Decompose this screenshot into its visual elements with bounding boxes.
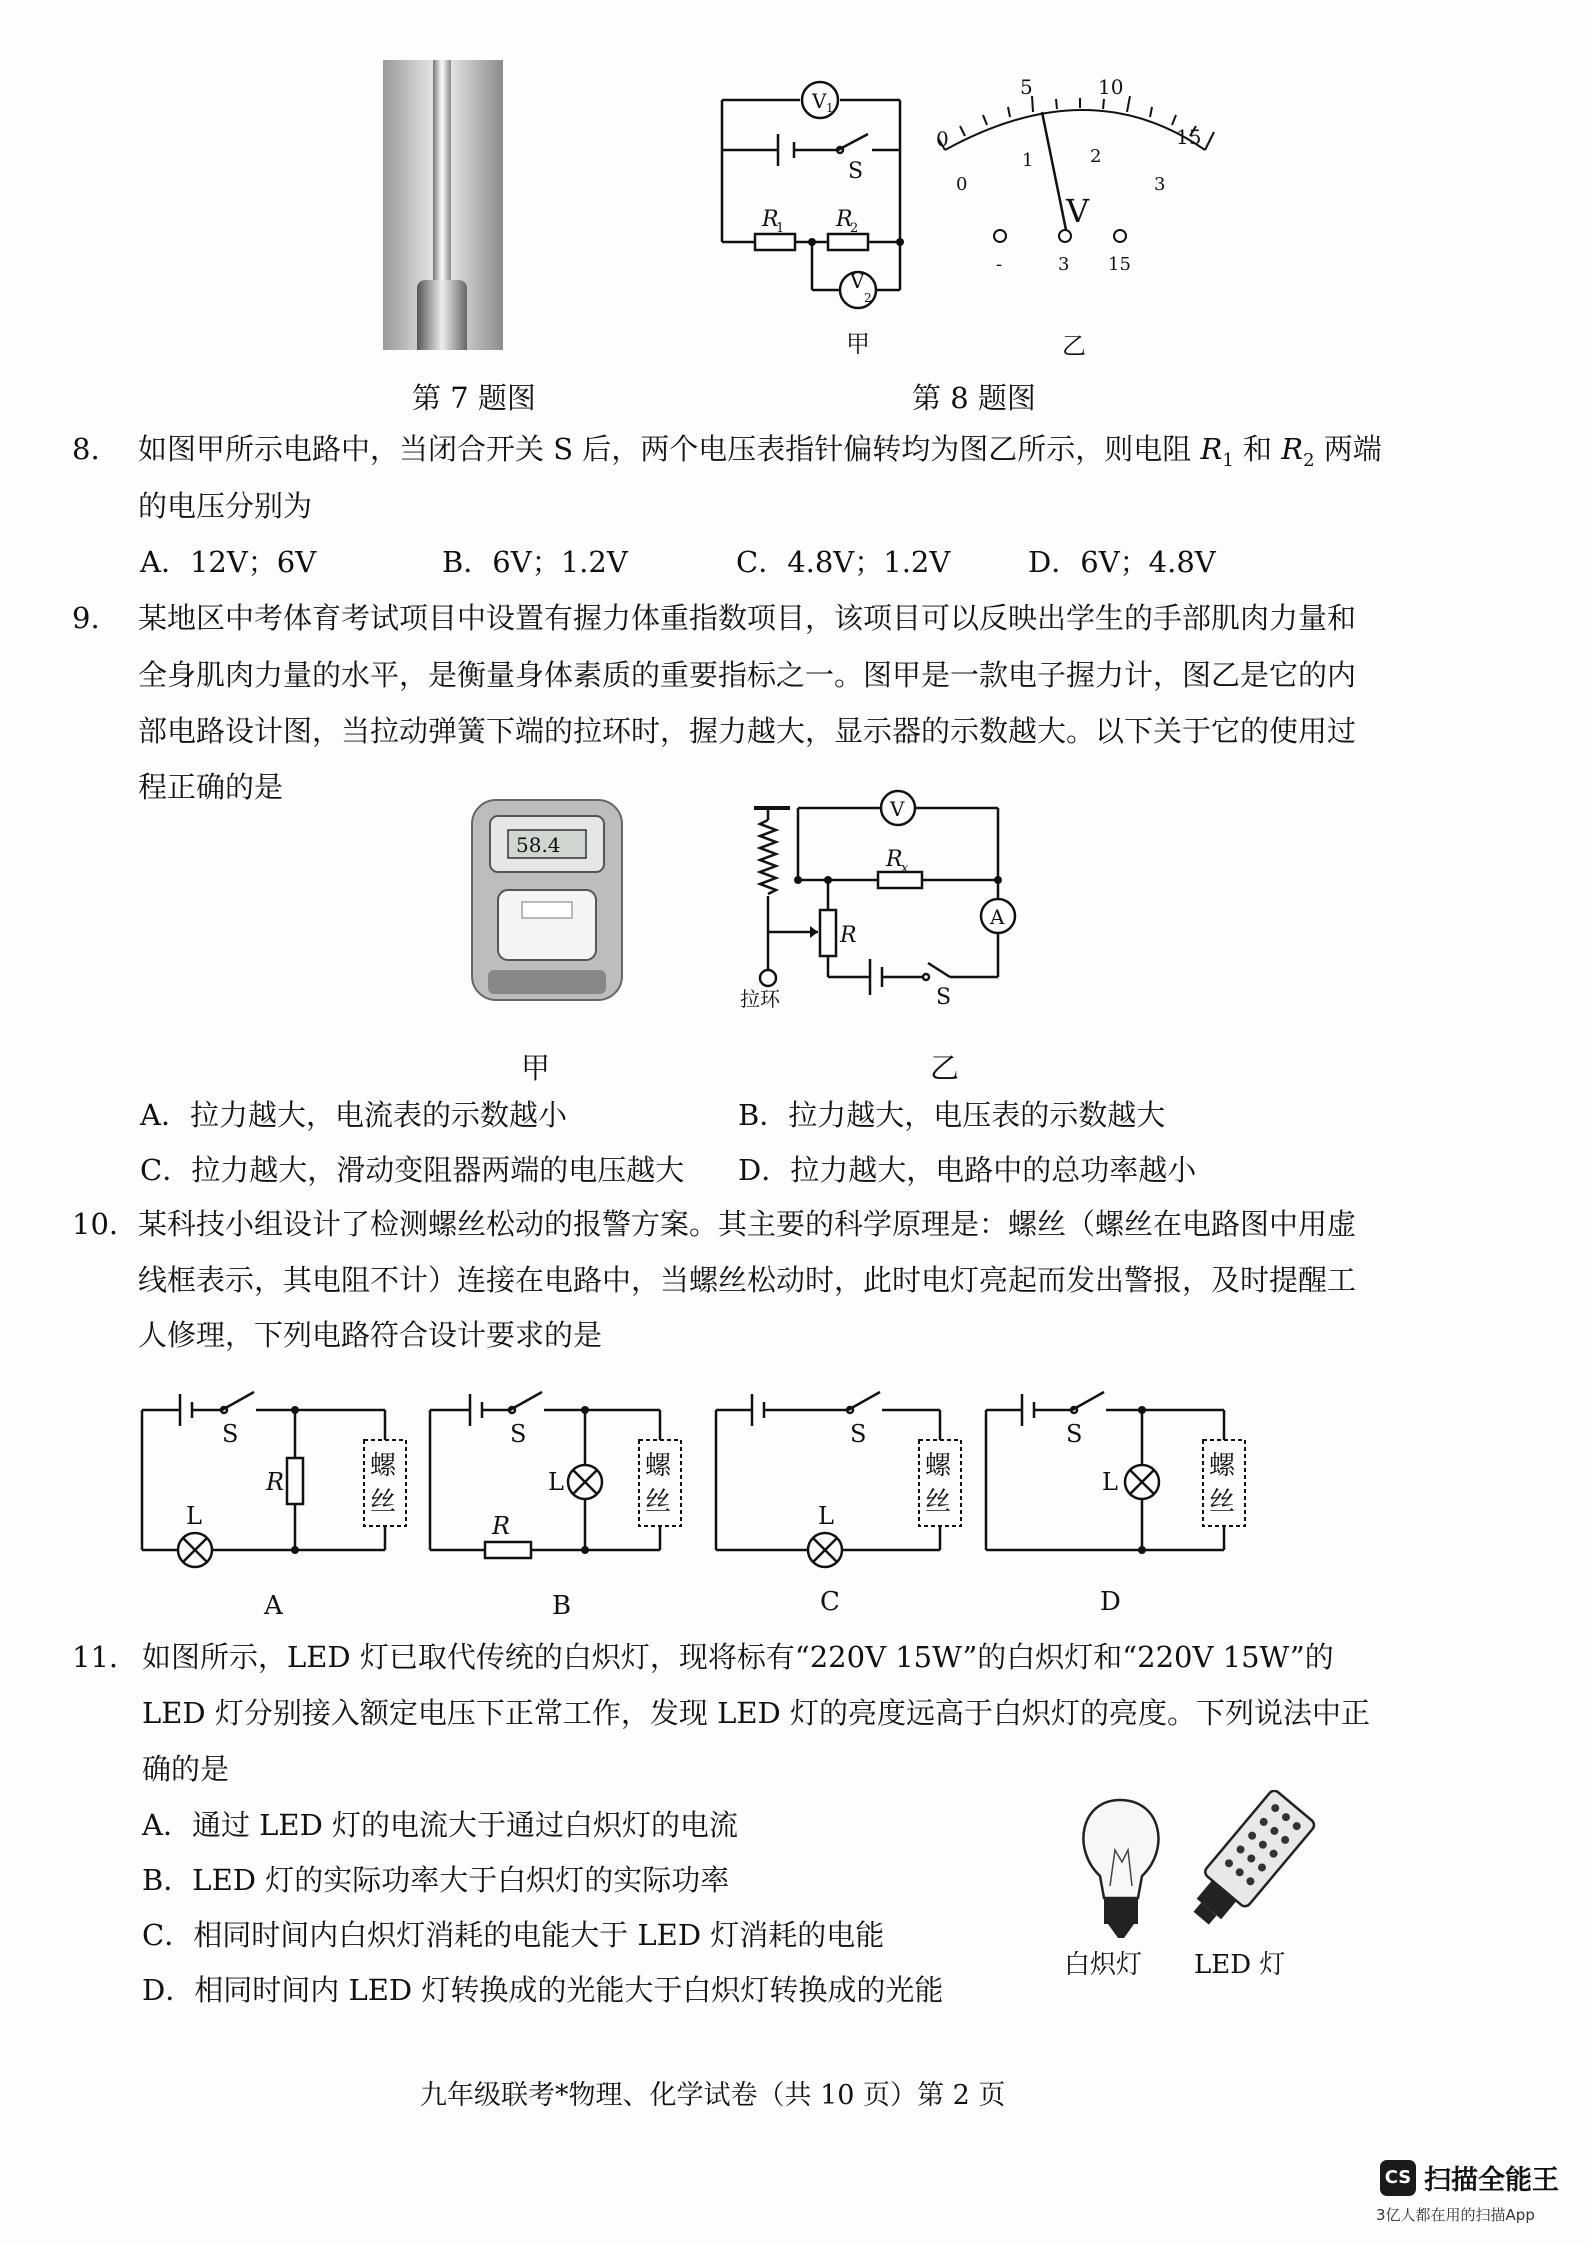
meter-unit: V (1066, 192, 1090, 230)
meter-top-tick-10: 10 (1098, 75, 1124, 99)
meter-top-tick-0: 0 (936, 127, 949, 151)
circuit-a-l: L (186, 1502, 202, 1530)
q8-option-b[interactable]: B．6V；1.2V (442, 545, 628, 579)
meter-top-tick-5: 5 (1020, 75, 1033, 99)
v1-sub: 1 (826, 101, 834, 115)
fig9-v-symbol: V (890, 797, 905, 821)
fig9-circuit (730, 780, 1040, 1020)
circuit-d-l: L (1102, 1468, 1118, 1496)
fig9-label-yi: 乙 (930, 1051, 960, 1085)
fig8-caption: 第 8 题图 (912, 381, 1036, 415)
fig7-photo (383, 60, 503, 350)
thermometer-tube (433, 60, 451, 290)
bulb-label: 白炽灯 (1064, 1950, 1143, 1980)
circuit-c-s: S (850, 1420, 867, 1448)
fig8-label-jia: 甲 (846, 330, 870, 358)
meter-bottom-tick-1: 1 (1022, 150, 1034, 171)
fig9-label-jia: 甲 (521, 1051, 551, 1085)
circuit-c-screw-1: 螺 (925, 1451, 952, 1481)
watermark-name: 扫描全能王 (1424, 2165, 1559, 2196)
circuit-b-screw-2: 丝 (645, 1487, 672, 1517)
r1-sub: 1 (776, 221, 785, 236)
q9-line3: 部电路设计图，当拉动弹簧下端的拉环时，握力越大，显示器的示数越大。以下关于它的使用过 (138, 714, 1357, 748)
q11-option-c[interactable]: C．相同时间内白炽灯消耗的电能大于 LED 灯消耗的电能 (142, 1918, 885, 1952)
r1-label: R (762, 207, 779, 232)
meter-bottom-tick-3: 3 (1154, 174, 1166, 195)
q10-line3: 人修理，下列电路符合设计要求的是 (138, 1318, 603, 1352)
incandescent-bulb-icon (1083, 1800, 1158, 1938)
v1-symbol: V (812, 89, 827, 113)
circuit-c-label: C (820, 1587, 840, 1617)
q11-number: 11. (72, 1640, 119, 1674)
q10-number: 10. (72, 1207, 119, 1241)
circuit-a-screw-1: 螺 (370, 1451, 397, 1481)
q9-line2: 全身肌肉力量的水平，是衡量身体素质的重要指标之一。图甲是一款电子握力计，图乙是它的内 (138, 658, 1357, 692)
q9-number: 9. (72, 601, 100, 635)
circuit-d-label: D (1100, 1587, 1121, 1617)
fig9-rx-label: R (886, 847, 903, 872)
terminal-minus: - (996, 254, 1003, 275)
circuit-d-s: S (1066, 1420, 1083, 1448)
circuit-b-r: R (492, 1512, 511, 1540)
fig8-diagram (700, 70, 1240, 370)
q8-option-a[interactable]: A．12V；6V (140, 545, 317, 579)
circuit-c-screw-2: 丝 (925, 1487, 952, 1517)
circuit-a-label: A (264, 1591, 283, 1621)
q11-line3: 确的是 (142, 1752, 230, 1786)
terminal-15: 15 (1108, 254, 1131, 275)
q8-option-c[interactable]: C．4.8V；1.2V (736, 545, 951, 579)
fig9-grip-meter (462, 790, 632, 1010)
q10-line1: 某科技小组设计了检测螺丝松动的报警方案。其主要的科学原理是：螺丝（螺丝在电路图中用虚 (138, 1207, 1357, 1241)
led-label: LED 灯 (1194, 1950, 1286, 1980)
circuit-c-l: L (818, 1502, 834, 1530)
fig9-switch-label: S (936, 985, 952, 1010)
v2-sub: 2 (864, 291, 872, 305)
circuit-d-screw-1: 螺 (1209, 1451, 1236, 1481)
v2-symbol: V (850, 269, 865, 293)
q11-line2: LED 灯分别接入额定电压下正常工作，发现 LED 灯的亮度远高于白炽灯的亮度。下列说法中正 (142, 1696, 1371, 1730)
q9-option-d[interactable]: D．拉力越大，电路中的总功率越小 (738, 1153, 1197, 1187)
q9-line1: 某地区中考体育考试项目中设置有握力体重指数项目，该项目可以反映出学生的手部肌肉力量和 (138, 601, 1357, 635)
q8-option-d[interactable]: D．6V；4.8V (1028, 545, 1216, 579)
meter-bottom-tick-2: 2 (1090, 146, 1102, 167)
r2-label: R (836, 207, 853, 232)
scanner-watermark (1380, 2158, 1559, 2197)
circuit-d-screw-2: 丝 (1209, 1487, 1236, 1517)
watermark-sub: 3亿人都在用的扫描App (1376, 2206, 1535, 2224)
r2-sub: 2 (850, 221, 859, 236)
fig8-label-yi: 乙 (1062, 332, 1086, 360)
meter-top-tick-15: 15 (1176, 125, 1202, 149)
circuit-a-r: R (266, 1468, 285, 1496)
q9-option-a[interactable]: A．拉力越大，电流表的示数越小 (140, 1098, 567, 1132)
q11-option-d[interactable]: D．相同时间内 LED 灯转换成的光能大于白炽灯转换成的光能 (142, 1973, 944, 2007)
circuit-b-l: L (548, 1468, 564, 1496)
q8-line2: 的电压分别为 (138, 489, 313, 523)
q8-line1: 如图甲所示电路中，当闭合开关 S 后，两个电压表指针偏转均为图乙所示，则电阻 $R_1$ 和 $R_2$ 两端 (138, 432, 1382, 471)
grip-display: 58.4 (516, 833, 561, 857)
led-bulb-icon (1180, 1790, 1317, 1936)
circuit-b-screw-1: 螺 (645, 1451, 672, 1481)
q11-line1: 如图所示，LED 灯已取代传统的白炽灯，现将标有“220V 15W”的白炽灯和“220V 15W”的 (142, 1640, 1334, 1674)
fig9-rx-sub: x (901, 861, 909, 876)
switch-label: S (848, 159, 864, 184)
thermometer-bulb (417, 280, 467, 350)
q11-option-a[interactable]: A．通过 LED 灯的电流大于通过白炽灯的电流 (142, 1808, 739, 1842)
circuit-b-label: B (552, 1591, 572, 1621)
fig11-bulbs (1060, 1790, 1330, 1960)
q11-option-b[interactable]: B．LED 灯的实际功率大于白炽灯的实际功率 (142, 1863, 730, 1897)
circuit-b-s: S (510, 1420, 527, 1448)
fig7-caption: 第 7 题图 (412, 381, 536, 415)
circuit-a-screw-2: 丝 (370, 1487, 397, 1517)
meter-bottom-tick-0: 0 (956, 174, 968, 195)
fig9-r-label: R (840, 923, 857, 948)
cs-logo-icon: CS (1380, 2160, 1416, 2196)
fig9-ring-label: 拉环 (740, 987, 780, 1011)
q9-option-b[interactable]: B．拉力越大，电压表的示数越大 (738, 1098, 1166, 1132)
page-footer: 九年级联考*物理、化学试卷（共 10 页）第 2 页 (420, 2080, 1006, 2111)
q10-line2: 线框表示，其电阻不计）连接在电路中，当螺丝松动时，此时电灯亮起而发出警报，及时提醒工 (138, 1263, 1357, 1297)
q8-number: 8. (72, 432, 100, 466)
q9-option-c[interactable]: C．拉力越大，滑动变阻器两端的电压越大 (140, 1153, 685, 1187)
q9-line4: 程正确的是 (138, 770, 284, 804)
fig9-a-symbol: A (990, 905, 1005, 929)
fig10-circuits (130, 1378, 1250, 1626)
circuit-a-s: S (222, 1420, 239, 1448)
terminal-3: 3 (1058, 254, 1070, 275)
